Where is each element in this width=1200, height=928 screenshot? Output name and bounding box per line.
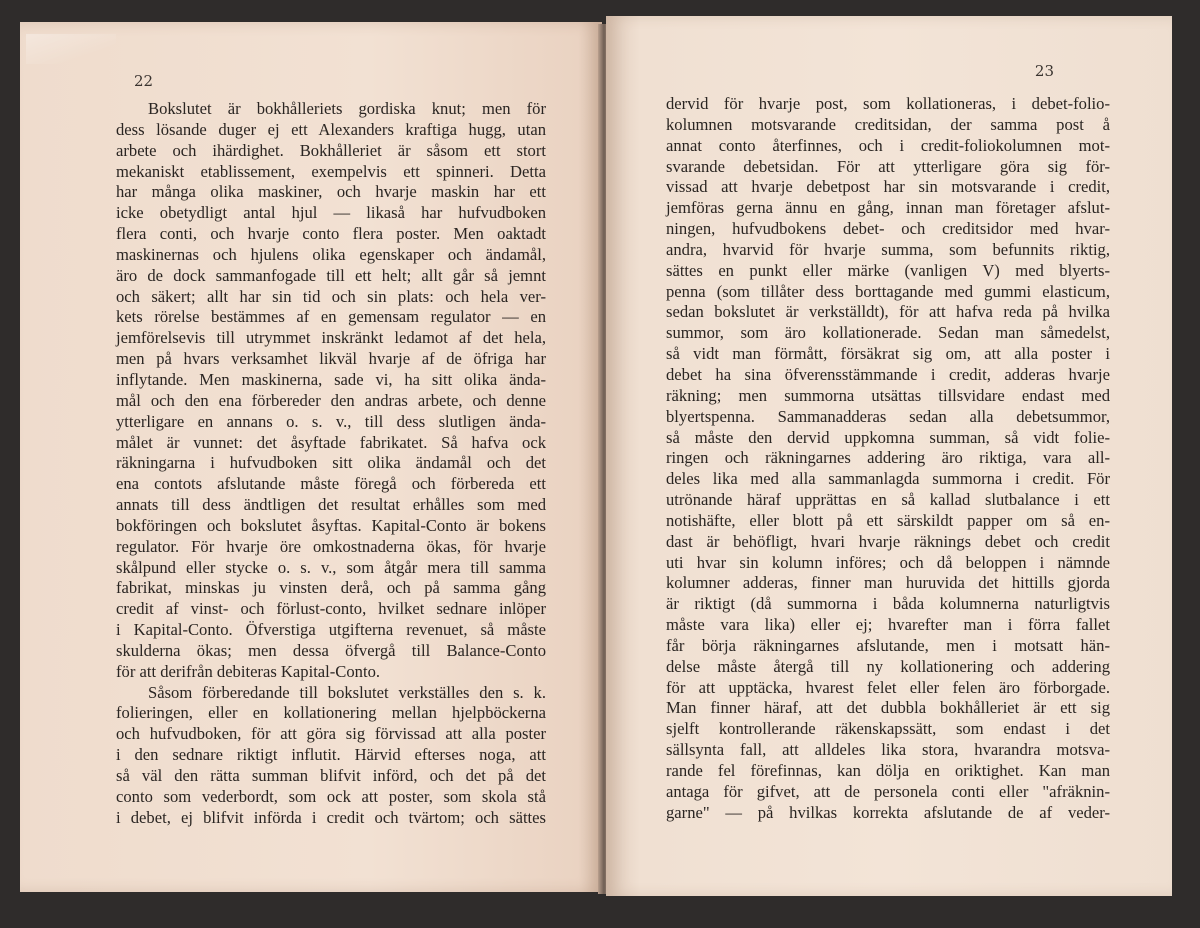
text-line: conto som vederbordt, som ock att poster, som skola stå (116, 786, 546, 806)
text-line: sättes en punkt eller märke (vanligen V) med blyerts- (666, 260, 1110, 280)
text-line: vissad att hvarje debetpost har sin motsvarande i credit, (666, 177, 1110, 197)
text-line: svarande debetsidan. För att ytterligare göra sig för- (666, 156, 1110, 176)
text-line: har många olika maskiner, och hvarje maskin har ett (116, 182, 546, 202)
text-line: så väl den rätta summan blifvit införd, och det på det (116, 766, 546, 785)
text-line: i Kapital-Conto. Öfverstiga utgifterna revenuet, så måste (116, 620, 546, 640)
text-line: för att upptäcka, hvarest felet eller felen äro förborgade. (666, 677, 1110, 697)
right-page-number: 23 (1034, 62, 1054, 80)
text-line: andra, hvarvid för hvarje summa, som befunnits riktig, (666, 239, 1110, 259)
left-page-number: 22 (134, 72, 154, 90)
text-line: delse måste återgå till ny kollationering och addering (666, 656, 1110, 676)
text-line: uti hvar sin kolumn införes; och då beloppen i nämnde (666, 552, 1110, 572)
text-line: sällsynta fall, att alldeles lika stora, hvarandra motsva- (666, 740, 1110, 760)
text-line: äro de dock sammanfogade till ett helt; allt går så jemnt (116, 265, 546, 285)
text-line: kolumnen motsvarande creditsidan, der samma post å (666, 114, 1110, 134)
right-page (606, 16, 1172, 896)
left-page-text (116, 99, 546, 829)
text-line: i debet, ej blifvit införda i credit och tvärtom; och sättes (116, 807, 546, 827)
page-crease (26, 34, 116, 64)
text-line: debet ha sina öfverensstämmande i credit, adderas hvarje (666, 364, 1110, 384)
text-line: folieringen, eller en kollationering mellan hjelpböckerna (116, 703, 546, 723)
text-line: antaga för gifvet, att de personela conti eller "afräknin- (666, 781, 1110, 801)
text-line: Bokslutet är bokhålleriets gordiska knut; men för (148, 99, 546, 118)
text-line: credit af vinst- och förlust-conto, hvilket sednare inlöper (116, 599, 546, 619)
text-line: jemförelsevis till utrymmet inskränkt ledamot af det hela, (116, 328, 546, 348)
text-line: ena contots afslutande måste föregå och förbereda ett (116, 474, 546, 494)
text-line: icke obetydligt antal hjul — likaså har hufvudboken (116, 203, 546, 223)
text-line: regulator. För hvarje öre omkostnaderna ökas, för hvarje (116, 536, 546, 556)
text-line: för att derifrån debiteras Kapital-Conto. (116, 661, 381, 681)
text-line: mekaniskt etablissement, exempelvis ett spinneri. Detta (116, 161, 546, 181)
text-line: blyertspenna. Sammanadderas sedan alla debetsummor, (666, 406, 1110, 426)
text-line: sedan bokslutet är verkställdt), för att hafva reda på hvilka (666, 302, 1110, 322)
text-line: inflytande. Men maskinerna, sade vi, ha sitt olika ända- (116, 369, 546, 389)
text-line: annat conto återfinnes, och i credit-foliokolumnen mot- (666, 135, 1110, 155)
right-page-text (666, 94, 1110, 824)
text-line: målet är vunnet: det åsyftade fabrikatet. Så hafva ock (116, 432, 546, 452)
text-line: Såsom förberedande till bokslutet verkställes den s. k. (148, 682, 546, 702)
text-line: men på hvars verksamhet likväl hvarje af de öfriga har (116, 349, 546, 369)
text-line: penna (som tillåter dess borttagande med gummi elasticum, (666, 281, 1110, 301)
text-line: räkningarna i hufvudboken sitt olika ändamål och det (116, 453, 546, 473)
text-line: arbete och ihärdighet. Bokhålleriet är såsom ett stort (116, 140, 546, 160)
text-line: mål och den ena förbereder den andras arbete, och denne (116, 390, 546, 410)
text-line: utrönande häraf upprättas en så kallad slutbalance i ett (666, 490, 1110, 510)
text-line: kolumner adderas, finner man huruvida det hittills gjorda (666, 573, 1110, 593)
text-line: fabrikat, minskas ju vinsten derå, och på samma gång (116, 578, 546, 598)
text-line: i den sednare riktigt influtit. Härvid efterses noga, att (116, 745, 546, 765)
text-line: bokföringen och bokslutet åsyftas. Kapital-Conto är bokens (116, 515, 546, 535)
text-line: räkning; men summorna utsättas tillsvidare endast med (666, 385, 1110, 405)
text-line: deles lika med alla sammanlagda summorna i credit. För (666, 469, 1110, 489)
text-line: och hufvudboken, för att göra sig förvissad att alla poster (116, 724, 546, 744)
text-line: måste vara lika) eller ej; hvarefter man i förra fallet (666, 615, 1110, 635)
open-book (18, 14, 1178, 910)
text-line: summor, som äro kollationerade. Sedan man såmedelst, (666, 323, 1110, 343)
text-line: skålpund eller stycke o. s. v., som åtgår mera till samma (116, 557, 546, 577)
left-page (20, 22, 602, 892)
text-line: kets rörelse bestämmes af en gemensam regulator — en (116, 307, 546, 327)
text-line: rande fel förefinnas, kan dölja en oriktighet. Kan man (666, 761, 1110, 780)
text-line: får börja räkningarnes afslutande, men i motsatt hän- (666, 635, 1110, 655)
text-line: och säkert; allt har sin tid och sin plats: och hela ver- (116, 286, 546, 306)
text-line: dervid för hvarje post, som kollationeras, i debet-folio- (666, 94, 1110, 113)
text-line: sjelft kontrollerande räkenskapssätt, som endast i det (666, 719, 1110, 739)
text-line: ytterligare en annans o. s. v., till dess slutligen ända- (116, 411, 546, 431)
text-line: dess lösande duger ej ett Alexanders kraftiga hugg, utan (116, 119, 546, 139)
text-line: garne" — på hvilkas korrekta afslutande de af veder- (666, 802, 1110, 822)
text-line: annats till dess ändtligen det resultat erhålles som med (116, 495, 546, 515)
text-line: Man finner häraf, att det dubbla bokhålleriet är ett sig (666, 698, 1110, 718)
text-line: skulderna ökas; men dessa öfvergå till Balance-Conto (116, 640, 546, 660)
text-line: flera conti, och hvarje conto flera poster. Men oaktadt (116, 224, 546, 244)
text-line: dast är behöfligt, hvari hvarje räknings debet och credit (666, 531, 1110, 551)
text-line: notishäfte, eller blott på ett särskildt papper om så en- (666, 510, 1110, 530)
text-line: jemföras gerna ännu en gång, innan man företager afslut- (666, 198, 1110, 218)
text-line: ningen, hufvudbokens debet- och creditsidor med hvar- (666, 219, 1110, 239)
text-line: maskinernas och hjulens olika egenskaper och ändamål, (116, 244, 546, 264)
text-line: så måste den dervid uppkomna summan, så vidt folie- (666, 427, 1110, 447)
text-line: så vidt man förmått, försäkrat sig om, att alla poster i (666, 344, 1110, 364)
text-line: är riktigt (då summorna i båda kolumnerna naturligtvis (666, 594, 1110, 614)
text-line: ringen och räkningarnes addering äro riktiga, vara all- (666, 448, 1110, 468)
